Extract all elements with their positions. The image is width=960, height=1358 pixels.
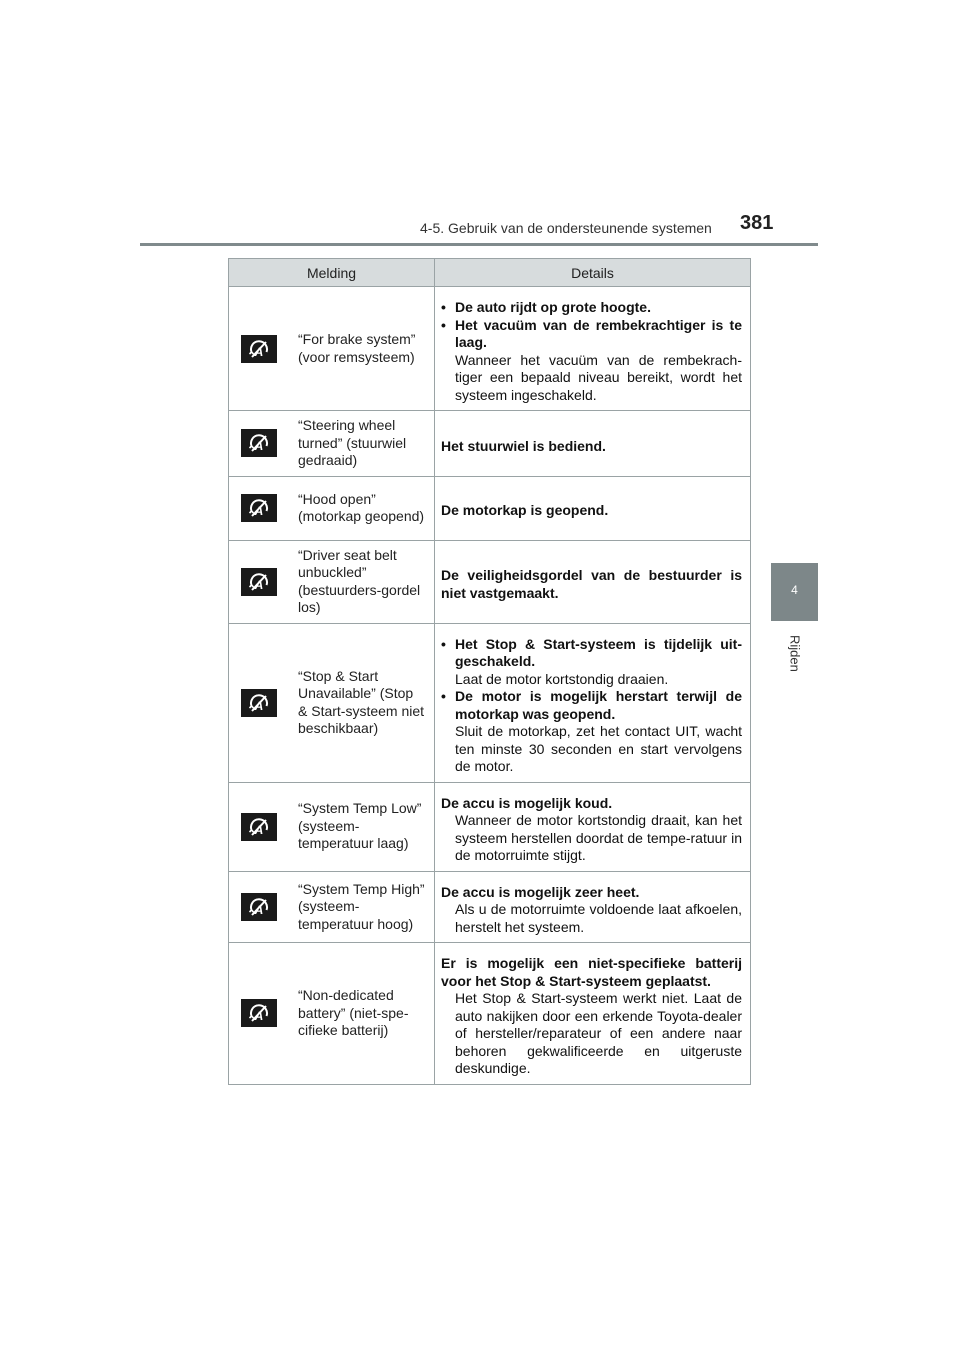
stop-start-warning-icon xyxy=(241,568,277,596)
message-cell xyxy=(229,287,435,411)
detail-condition: De accu is mogelijk zeer heet. xyxy=(441,883,640,900)
stop-start-warning-icon xyxy=(241,893,277,921)
message-text: “Hood open” (motorkap geopend) xyxy=(298,490,425,524)
table-row xyxy=(229,411,751,477)
stop-start-warning-icon xyxy=(241,429,277,457)
detail-instruction: Als u de motorruimte voldoende laat afkoelen, herstelt het systeem. xyxy=(455,901,742,935)
details-cell xyxy=(435,411,751,477)
svg-text:A: A xyxy=(254,504,264,518)
bullet-mark: • xyxy=(441,316,446,333)
detail-condition: Het vacuüm van de rembekrachtiger is te laag. xyxy=(455,316,742,350)
stop-start-warning-icon xyxy=(241,335,277,363)
detail-condition: De auto rijdt op grote hoogte. xyxy=(455,299,651,315)
table-row xyxy=(229,623,751,782)
details-cell xyxy=(435,782,751,871)
message-text: “Driver seat belt unbuckled” (bestuurders-gordel los) xyxy=(298,546,421,615)
detail-instruction: Laat de motor kortstondig draaien. xyxy=(455,670,669,687)
details-cell xyxy=(435,540,751,623)
message-text: “Steering wheel turned” (stuurwiel gedraaid) xyxy=(298,417,407,468)
message-text: “Stop & Start Unavailable” (Stop & Start-systeem niet beschikbaar) xyxy=(298,667,425,736)
stop-start-warning-glyph xyxy=(247,497,271,519)
message-text: “System Temp Low” (systeem-temperatuur laag) xyxy=(298,800,422,852)
stop-start-warning-glyph xyxy=(247,432,271,454)
stop-start-warning-glyph xyxy=(247,692,271,714)
message-table xyxy=(228,258,750,1085)
svg-text:A: A xyxy=(254,344,264,359)
message-text: “Non-dedicated battery” (niet-spe-cifieke batterij) xyxy=(298,987,409,1038)
stop-start-warning-glyph xyxy=(247,571,271,593)
message-cell xyxy=(229,871,435,943)
detail-bullet xyxy=(441,636,742,689)
stop-start-warning-glyph xyxy=(247,816,271,838)
bullet-mark: • xyxy=(441,635,446,652)
detail-condition: De veiligheidsgordel van de bestuurder is niet vastgemaakt. xyxy=(441,567,742,601)
details-cell xyxy=(435,943,751,1085)
table-row xyxy=(229,540,751,623)
table-row xyxy=(229,287,751,411)
section-title: 4-5. Gebruik van de ondersteunende systemen xyxy=(420,220,712,236)
svg-text:A: A xyxy=(254,902,264,917)
svg-text:A: A xyxy=(254,698,264,713)
stop-start-warning-glyph xyxy=(247,338,271,360)
message-cell xyxy=(229,540,435,623)
detail-instruction: Wanneer de motor kortstondig draait, kan het systeem herstellen doordat de tempe-ratuur in de motorruimte stijgt. xyxy=(455,812,742,863)
column-header-details: Details xyxy=(435,259,751,287)
detail-condition: Het stuurwiel is bediend. xyxy=(441,437,606,454)
svg-text:A: A xyxy=(254,1009,264,1024)
detail-instruction: Het Stop & Start-systeem werkt niet. Laat de auto nakijken door een erkende Toyota-dealer of hersteller/reparateur of een andere naar behoren gekwalificeerde en uitgeruste deskundige. xyxy=(455,990,742,1076)
message-cell xyxy=(229,411,435,477)
detail-bullet xyxy=(441,688,742,776)
table-header-row xyxy=(229,259,751,287)
stop-start-warning-icon xyxy=(241,813,277,841)
details-cell xyxy=(435,871,751,943)
detail-condition: De motor is mogelijk herstart terwijl de motorkap was geopend. xyxy=(455,688,742,722)
table-row xyxy=(229,476,751,540)
bullet-mark: • xyxy=(441,299,446,315)
detail-bullet xyxy=(441,317,742,405)
details-cell xyxy=(435,476,751,540)
svg-text:A: A xyxy=(254,439,264,454)
column-header-message: Melding xyxy=(229,259,435,287)
detail-instruction: Sluit de motorkap, zet het contact UIT, wacht ten minste 30 seconden en start vervolgens de motor. xyxy=(455,723,742,774)
bullet-mark: • xyxy=(441,688,446,704)
stop-start-warning-icon xyxy=(241,494,277,522)
message-cell xyxy=(229,623,435,782)
detail-condition: Er is mogelijk een niet-specifieke batterij voor het Stop & Start-systeem geplaatst. xyxy=(441,955,742,989)
header-divider xyxy=(140,243,818,246)
table-row xyxy=(229,871,751,943)
chapter-tab[interactable]: 4 xyxy=(771,563,818,621)
stop-start-warning-icon xyxy=(241,999,277,1027)
message-cell xyxy=(229,943,435,1085)
detail-bullet xyxy=(441,299,742,317)
details-cell xyxy=(435,623,751,782)
page-number: 381 xyxy=(740,212,774,234)
detail-condition: De motorkap is geopend. xyxy=(441,502,609,519)
chapter-label: Rijden xyxy=(787,635,803,672)
detail-condition: De accu is mogelijk koud. xyxy=(441,794,613,811)
message-text: “System Temp High” (systeem-temperatuur hoog) xyxy=(298,880,425,932)
detail-instruction: Wanneer het vacuüm van de rembekrach-tiger een bepaald niveau bereikt, wordt het systeem ingeschakeld. xyxy=(455,351,742,403)
stop-start-warning-icon xyxy=(241,689,277,717)
detail-condition: Het Stop & Start-systeem is tijdelijk uit-geschakeld. xyxy=(455,635,742,669)
svg-text:A: A xyxy=(254,822,264,837)
table-row xyxy=(229,782,751,871)
message-text: “For brake system” (voor remsysteem) xyxy=(298,331,416,365)
svg-text:A: A xyxy=(254,577,264,592)
message-cell xyxy=(229,476,435,540)
table-row xyxy=(229,943,751,1085)
message-cell xyxy=(229,782,435,871)
details-cell xyxy=(435,287,751,411)
stop-start-warning-glyph xyxy=(247,896,271,918)
stop-start-warning-glyph xyxy=(247,1002,271,1024)
